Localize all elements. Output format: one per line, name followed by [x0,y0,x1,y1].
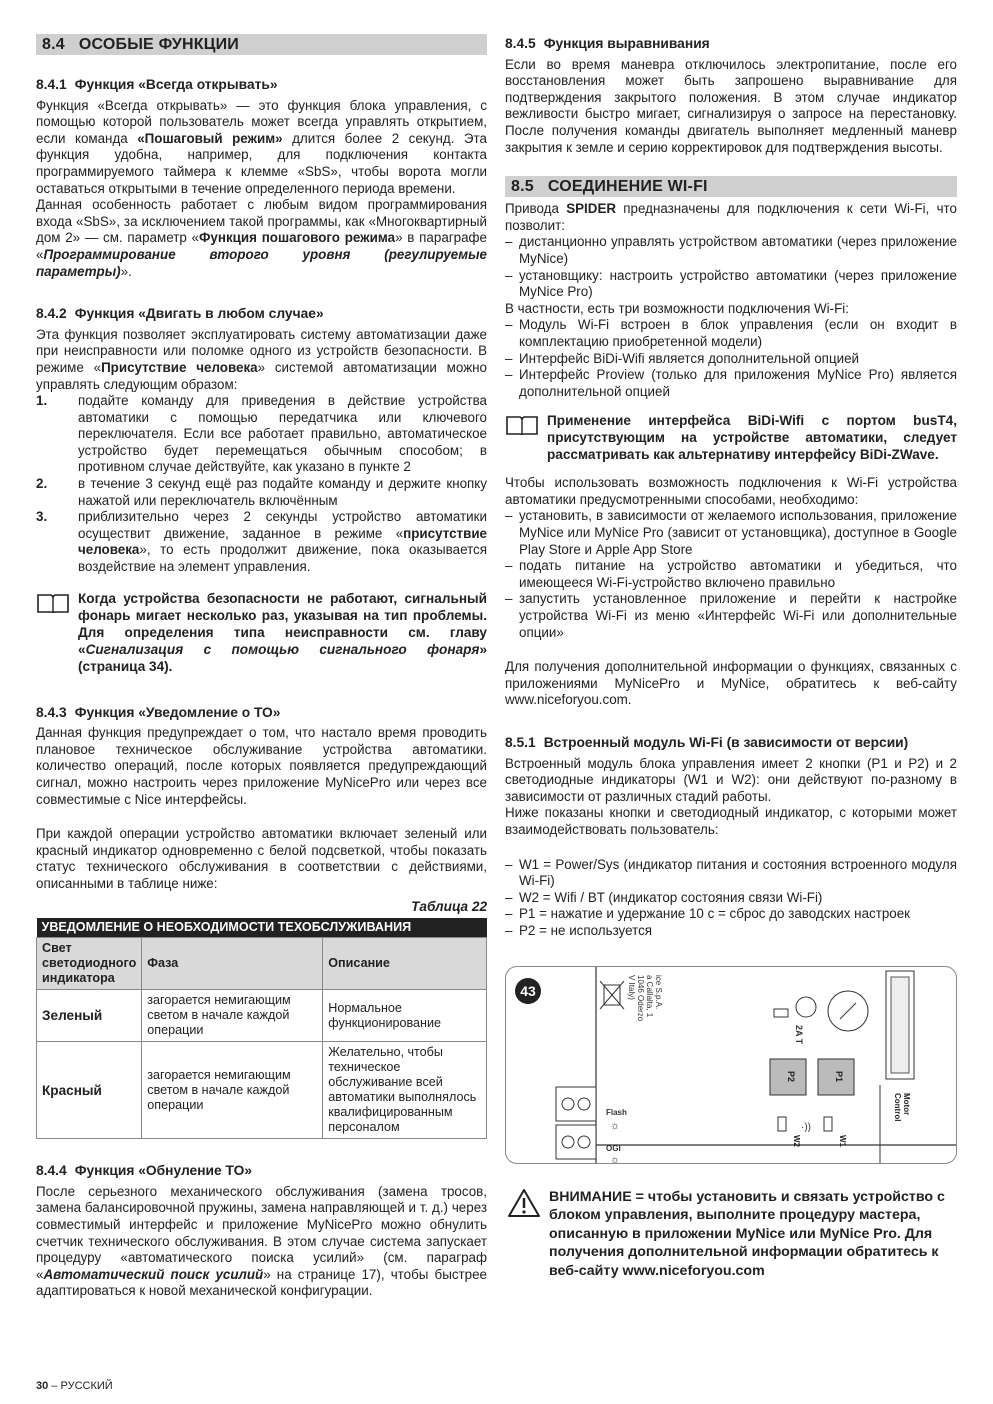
svg-text:2A T: 2A T [794,1024,804,1044]
subsection-heading: 8.4.1 Функция «Всегда открывать» [36,77,278,92]
bullet-list [505,857,957,940]
svg-text:a Callalta, 1: a Callalta, 1 [645,974,654,1017]
list-item: – дистанционно управлять устройством автоматики (через приложение MyNice) [505,234,957,267]
list-item: – установить, в зависимости от желаемого использования, приложение MyNice или MyNice Pro (зависит от установщика), доступное в Google Play Store и Apple App Store [505,508,957,558]
book-icon [36,592,70,614]
list-item: 2. в течение 3 секунд ещё раз подайте команду и держите кнопку нажатой или переключатель включённым [36,476,487,508]
svg-text:W1: W1 [838,1134,847,1147]
note-block: Когда устройства безопасности не работают, сигнальный фонарь мигает несколько раз, указывая на тип проблемы. Для определения типа неисправности см. главу «Сигнализация с помощью сигнального фонаря» (страница 34). [36,590,487,675]
list-item: – Интерфейс Proview (только для приложения MyNice Pro) является дополнительной опцией [505,367,957,400]
figure-43 [505,966,957,1164]
svg-text:Flash: Flash [606,1107,627,1117]
paragraph: Ниже показаны кнопки и светодиодный индикатор, с которыми может взаимодействовать пользователь: [505,805,957,837]
list-item: – P1 = нажатие и удержание 10 с = сброс до заводских настроек [505,906,957,923]
bullet-list [505,317,957,400]
svg-text:Motor: Motor [902,1092,911,1115]
led-icon: ☼ [610,1119,621,1132]
paragraph: Функция «Всегда открывать» — это функция блока управления, с помощью которой пользователь может всегда управлять открытием, если команда «Пошаговый режим» длится более 2 секунд. Эта функция удобна, например, для подключения контакта программируемого таймера к клемме «SbS», чтобы ворота могли оставаться открытыми в течение определенного периода времени. [36,97,487,196]
table-row: Зеленый загорается немигающим светом в начале каждой операции Нормальное функционирование [37,990,487,1042]
table-row: Красный загорается немигающим светом в начале каждой операции Желательно, чтобы техническое обслуживание всей автоматики выполнялось квалифицированным персоналом [37,1042,487,1139]
table-caption: Таблица 22 [411,898,487,914]
subsection-heading: 8.4.2 Функция «Двигать в любом случае» [36,306,324,322]
list-item: – W1 = Power/Sys (индикатор питания и состояния встроенного модуля Wi-Fi) [505,857,957,890]
control-board-diagram [506,967,957,1163]
led-icon: ☼ [610,1153,621,1163]
warning-icon [507,1188,541,1218]
list-item: – W2 = Wifi / BT (индикатор состояния связи Wi-Fi) [505,890,957,907]
paragraph: Чтобы использовать возможность подключения к Wi-Fi устройства автоматики предусмотренными способами, необходимо: [505,475,957,507]
subsection-heading: 8.5.1 Встроенный модуль Wi-Fi (в зависимости от версии) [505,735,909,750]
list-item: – P2 = не используется [505,923,957,940]
subsection-heading: 8.4.4 Функция «Обнуление ТО» [36,1163,253,1179]
svg-text:ice S.p.A.: ice S.p.A. [654,974,663,1009]
paragraph: Привода SPIDER предназначены для подключения к сети Wi-Fi, что позволит: [505,201,957,233]
list-item: – Модуль Wi-Fi встроен в блок управления (если он входит в комплектацию приобретенной модели) [505,317,957,350]
section-heading: 8.4 ОСОБЫЕ ФУНКЦИИ [36,34,487,55]
list-item: – установщику: настроить устройство автоматики (через приложение MyNice Pro) [505,268,957,301]
list-item: 1. подайте команду для приведения в действие устройства автоматики с помощью передатчика или ключевого переключателя. Если все работает правильно, автоматическое устройство будет перемещаться обычным способом; в противном случае действуйте, как указано в пункте 2 [36,393,487,475]
list-item: – Интерфейс BiDi-Wifi является дополнительной опцией [505,351,957,368]
table-header-row: Свет светодиодного индикатора Фаза Описание [37,938,487,990]
list-item: – запустить установленное приложение и перейти к настройке устройства Wi-Fi из меню «Интерфейс Wi-Fi или дополнительные опции» [505,591,957,641]
subsection-heading: 8.4.3 Функция «Уведомление о ТО» [36,704,281,720]
paragraph: Встроенный модуль блока управления имеет 2 кнопки (P1 и P2) и 2 светодиодные индикаторы (W1 и W2): они действуют по-разному в зависимости от различных стадий работы. [505,755,957,804]
list-item: 3. приблизительно через 2 секунды устройство автоматики осуществит движение, заданное в режиме «присутствие человека», то есть продолжит движение, пока оказывается воздействие на элемент управления. [36,509,487,575]
list-item: – подать питание на устройство автоматики и убедиться, что имеющееся Wi-Fi-устройство включено правильно [505,558,957,591]
paragraph: В частности, есть три возможности подключения Wi-Fi: [505,300,849,316]
svg-text:W2: W2 [792,1134,801,1147]
section-heading: 8.5 СОЕДИНЕНИЕ WI-FI [505,176,957,197]
bullet-list [505,234,957,300]
left-column [36,34,487,1300]
svg-text:OGI: OGI [606,1143,621,1153]
terminal-block [556,1087,596,1159]
book-icon [505,414,539,436]
table-title: УВЕДОМЛЕНИЕ О НЕОБХОДИМОСТИ ТЕХОБСЛУЖИВАНИЯ [37,918,487,938]
paragraph: Если во время маневра отключилось электропитание, после его восстановления может быть запрошено выравнивание для подтверждения закрытого положения. В этом случае индикатор вежливости быстро мигает, сигнализируя о запросе на перестановку. После получения команды двигатель выполняет медленный маневр закрытия к земле и серию корректировок для подтверждения высоты. [505,56,957,155]
subsection-heading: 8.4.5 Функция выравнивания [505,36,710,51]
note-block: Применение интерфейса BiDi-Wifi с портом busT4, присутствующим на устройстве автоматики, следует рассматривать как альтернативу интерфейсу BiDi-ZWave. [505,412,957,463]
svg-text:P2: P2 [786,1070,796,1082]
paragraph: После серьезного механического обслуживания (замена тросов, замена балансировочной пружины, замена направляющей и т. д.) через совместимый интерфейс и приложение MyNicePro можно обнулить счетчик технического обслуживания. В этом случае система запускает процедуру «автоматического поиска усилий» (см. параграф «Автоматический поиск усилий» на странице 17), чтобы быстрее адаптироваться к новой механической конфигурации. [36,1183,487,1299]
disposal-icon [600,981,624,1009]
figure-number: 43 [520,982,536,999]
svg-text:1046 Oderzo: 1046 Oderzo [636,974,645,1021]
svg-text:Control: Control [893,1092,902,1121]
paragraph: Для получения дополнительной информации о функциях, связанных с приложениями MyNicePro и MyNice, обратитесь к веб-сайту www.niceforyou.com. [505,659,957,708]
steps-list [36,393,487,576]
svg-text:V Italy): V Italy) [627,974,636,1000]
paragraph: При каждой операции устройство автоматики включает зеленый или красный индикатор одновременно с белой подсветкой, чтобы показать статус технического обслуживания в соответствии с действиями, описанными в таблице ниже: [36,826,487,891]
paragraph: Эта функция позволяет эксплуатировать систему автоматизации даже при неисправности или поломке одного из устройств безопасности. В режиме «Присутствие человека» системой автоматизации можно управлять следующим образом: [36,326,487,392]
page-footer: 30 – РУССКИЙ [36,1380,113,1392]
maintenance-table [36,918,487,1139]
paragraph: Данная функция предупреждает о том, что настало время проводить плановое техническое обслуживание устройства автоматики. количество операций, после которых появляется предупреждающий сигнал, можно настроить через приложение MyNicePro или через все совместимые с Nice интерфейсы. [36,725,487,807]
svg-text:·)): ·)) [801,1121,811,1133]
warning-block: ВНИМАНИЕ = чтобы установить и связать устройство с блоком управления, выполните процедуру мастера, описанную в приложении MyNice или MyNice Pro. Для получения дополнительной информации обратитесь к веб-сайту www.niceforyou.com [505,1188,957,1281]
bullet-list [505,508,957,641]
svg-text:P1: P1 [834,1070,844,1082]
paragraph: Данная особенность работает с любым видом программирования входа «SbS», за исключением такой программы, как «Многоквартирный дом 2» — см. параметр «Функция пошагового режима» в параграфе «Программирование второго уровня (регулируемые параметры)». [36,197,488,279]
right-column [505,34,957,1280]
